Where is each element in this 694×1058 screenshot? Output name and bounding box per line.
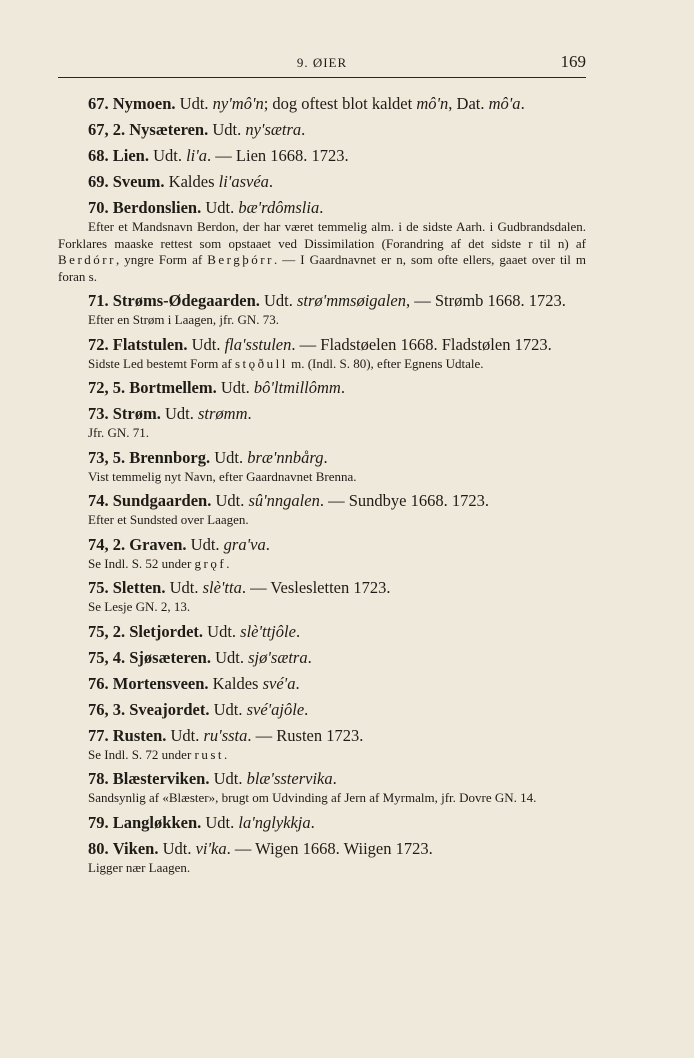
note-text: Efter et Mandsnavn Berdon, der har været temmelig alm. i de sidste Aarh. i Gudbrandsdalen. Forklares maaske rettest som opstaaet ved Dissimilation (Forandring af det sidste r til n) af <box>58 219 586 251</box>
farm-name: Langløkken. <box>112 812 202 832</box>
entry-67-2 <box>58 119 586 140</box>
entry-rest: . — Fladstøelen 1668. Fladstølen 1723. <box>291 334 552 354</box>
entry-main <box>58 812 586 833</box>
entry-prefix: Udt. <box>205 198 235 217</box>
entry-rest: . <box>332 769 337 788</box>
entry-rest: . — Veslesletten 1723. <box>241 578 391 597</box>
entry-prefix: Udt. <box>213 699 243 719</box>
entry-67 <box>58 93 586 114</box>
note-text: . <box>224 746 228 762</box>
entry-number: 67, 2. <box>88 120 126 139</box>
farm-name: Strøm. <box>112 404 161 423</box>
entry-main <box>58 838 586 859</box>
farm-name: Mortensveen. <box>112 673 209 693</box>
entry-main <box>58 768 586 789</box>
entry-note: Jfr. GN. 71. <box>88 425 150 440</box>
entry-main <box>58 725 586 746</box>
farm-name: Sveum. <box>112 172 165 191</box>
entry-main <box>58 621 586 642</box>
entry-note: Vist temmelig nyt Navn, efter Gaardnavnet Brenna. <box>88 468 357 484</box>
entry-number: 74, 2. <box>88 534 126 554</box>
pronunciation: ny'sætra <box>245 120 302 139</box>
pronunciation: sjø'sætra <box>248 647 308 667</box>
entry-main <box>58 145 586 166</box>
entry-number: 75, 4. <box>88 647 126 667</box>
pronunciation: li'a <box>186 146 208 165</box>
farm-name: Nymoen. <box>112 94 176 113</box>
entry-main <box>58 403 586 424</box>
entry-main <box>58 334 586 355</box>
entry-74 <box>58 490 586 529</box>
entry-main <box>58 490 586 511</box>
entry-75-2 <box>58 621 586 642</box>
farm-name: Strøms-Ødegaarden. <box>112 291 260 310</box>
entry-number: 79. <box>88 812 109 832</box>
entry-75 <box>58 577 586 616</box>
entry-prefix: Udt. <box>179 94 209 113</box>
entry-number: 69. <box>88 172 109 191</box>
pronunciation: bræ'nnbårg <box>247 447 324 467</box>
farm-name: Rusten. <box>112 725 167 745</box>
entry-rest: . — Lien 1668. 1723. <box>207 146 349 165</box>
farm-name: Bortmellem. <box>129 378 217 397</box>
entry-prefix: Kaldes <box>168 172 215 191</box>
note-text: Se Indl. S. 52 under <box>88 555 192 571</box>
entry-main <box>58 119 586 140</box>
pronunciation: li'asvéa <box>218 172 269 191</box>
note-text: . — I Gaardnavnet er n, som ofte ellers, gaaet over til m foran s. <box>58 252 587 284</box>
entry-number: 78. <box>88 769 109 788</box>
entry-68 <box>58 145 586 166</box>
entry-rest-3: . <box>520 94 525 113</box>
pronunciation: strømm <box>198 404 248 423</box>
entry-note <box>58 356 586 373</box>
entry-rest-2: , Dat. <box>448 94 485 113</box>
entry-main <box>58 171 586 192</box>
pronunciation: své'a <box>262 673 296 693</box>
spaced-word: rust <box>194 746 225 762</box>
entry-76-3 <box>58 699 586 720</box>
entry-number: 73. <box>88 404 109 423</box>
pronunciation: gra'va <box>223 534 266 554</box>
entry-74-2 <box>58 534 586 573</box>
entry-prefix: Udt. <box>191 334 221 354</box>
pronunciation: ru'ssta <box>203 725 248 745</box>
entry-rest: . <box>268 172 274 191</box>
pronunciation-3: mô'a <box>488 94 521 113</box>
entry-70 <box>58 197 586 285</box>
entry-main <box>58 290 586 311</box>
entry-number: 70. <box>88 198 109 217</box>
entry-number: 72, 5. <box>88 378 126 397</box>
entries-list <box>58 93 586 881</box>
entry-main <box>58 93 586 114</box>
entry-rest: . <box>247 404 252 423</box>
entry-number: 67. <box>88 94 109 113</box>
pronunciation: blæ'sstervika <box>246 769 333 788</box>
entry-number: 76. <box>88 673 109 693</box>
running-title: 9. ØIER <box>296 55 348 70</box>
entry-77 <box>58 725 586 764</box>
note-text: . <box>226 555 230 571</box>
pronunciation: vi'ka <box>195 838 227 858</box>
entry-main <box>58 377 586 398</box>
entry-rest: . <box>307 647 312 667</box>
entry-main <box>58 699 586 720</box>
farm-name: Flatstulen. <box>112 334 188 354</box>
entry-note: Efter en Strøm i Laagen, jfr. GN. 73. <box>88 312 279 327</box>
entry-prefix: Udt. <box>215 647 244 667</box>
farm-name: Sletten. <box>112 578 166 597</box>
pronunciation-2: mô'n <box>416 94 449 113</box>
entry-number: 75, 2. <box>88 621 126 641</box>
entry-prefix: Udt. <box>214 447 244 467</box>
entry-note <box>58 556 586 573</box>
entry-72-5 <box>58 377 586 398</box>
pronunciation: své'ajôle <box>246 699 305 719</box>
farm-name: Sundgaarden. <box>112 491 212 510</box>
entry-prefix: Udt. <box>207 621 237 641</box>
farm-name: Lien. <box>112 146 149 165</box>
entry-main <box>58 197 586 218</box>
farm-name: Sveajordet. <box>129 699 210 719</box>
pronunciation: slè'ttjôle <box>240 621 296 641</box>
pronunciation: bô'ltmillômm <box>253 378 341 397</box>
entry-number: 72. <box>88 334 109 354</box>
entry-number: 76, 3. <box>88 699 126 719</box>
entry-main <box>58 577 586 598</box>
entry-note: Se Lesje GN. 2, 13. <box>88 599 191 614</box>
entry-rest: . <box>340 378 345 397</box>
entry-number: 71. <box>88 291 109 310</box>
pronunciation: ny'mô'n <box>212 94 264 113</box>
farm-name: Blæsterviken. <box>112 769 210 788</box>
pronunciation: slè'tta <box>202 578 242 597</box>
entry-note <box>58 747 586 764</box>
entry-71 <box>58 290 586 329</box>
entry-prefix: Udt. <box>215 491 245 510</box>
entry-rest: . <box>304 699 309 719</box>
entry-69 <box>58 171 586 192</box>
entry-main <box>58 673 586 694</box>
entry-prefix: Udt. <box>213 769 243 788</box>
note-text: Se Indl. S. 72 under <box>88 746 192 762</box>
entry-78 <box>58 768 586 807</box>
entry-rest: . — Wigen 1668. Wiigen 1723. <box>226 838 433 858</box>
farm-name: Sjøsæteren. <box>129 647 211 667</box>
entry-rest: . <box>323 447 328 467</box>
entry-rest: , — Strømb 1668. 1723. <box>405 291 566 310</box>
entry-number: 73, 5. <box>88 447 126 467</box>
entry-main <box>58 647 586 668</box>
entry-prefix: Udt. <box>212 120 242 139</box>
entry-main <box>58 447 586 468</box>
entry-72 <box>58 334 586 373</box>
entry-79 <box>58 812 586 833</box>
pronunciation: sû'nngalen <box>248 491 320 510</box>
entry-prefix: Udt. <box>169 578 199 597</box>
pronunciation: bæ'rdômslia <box>238 198 320 217</box>
entry-rest: . <box>295 673 300 693</box>
pronunciation: strø'mmsøigalen <box>297 291 406 310</box>
farm-name: Berdonslien. <box>112 198 202 217</box>
entry-76 <box>58 673 586 694</box>
entry-main <box>58 534 586 555</box>
farm-name: Nysæteren. <box>129 120 209 139</box>
entry-number: 75. <box>88 578 109 597</box>
entry-prefix: Udt. <box>264 291 293 310</box>
entry-note <box>58 219 586 285</box>
pronunciation: fla'sstulen <box>224 334 292 354</box>
farm-name: Sletjordet. <box>129 621 204 641</box>
entry-73 <box>58 403 586 442</box>
entry-prefix: Udt. <box>220 378 250 397</box>
pronunciation: la'nglykkja <box>238 812 311 832</box>
entry-prefix: Udt. <box>205 812 235 832</box>
page-number: 169 <box>560 52 586 71</box>
entry-prefix: Udt. <box>153 146 182 165</box>
entry-note: Ligger nær Laagen. <box>88 859 191 875</box>
entry-note: Efter et Sundsted over Laagen. <box>88 512 249 527</box>
entry-number: 80. <box>88 838 109 858</box>
entry-note: Sandsynlig af «Blæster», brugt om Udvinding af Jern af Myrmalm, jfr. Dovre GN. 14. <box>88 790 537 805</box>
entry-prefix: Udt. <box>162 838 192 858</box>
entry-prefix: Udt. <box>190 534 220 554</box>
entry-rest: . <box>301 120 306 139</box>
entry-number: 74. <box>88 491 109 510</box>
spaced-word: stǫðull <box>234 355 288 371</box>
spaced-word: grǫf <box>194 555 227 571</box>
farm-name: Brennborg. <box>129 447 211 467</box>
entry-rest: . <box>319 198 324 217</box>
entry-75-4 <box>58 647 586 668</box>
entry-80 <box>58 838 586 877</box>
farm-name: Graven. <box>129 534 187 554</box>
entry-rest: . <box>310 812 315 832</box>
entry-prefix: Kaldes <box>212 673 259 693</box>
entry-prefix: Udt. <box>165 404 194 423</box>
note-text: , yngre Form af <box>115 252 203 267</box>
spaced-word: Bergþórr <box>207 252 274 267</box>
header-rule <box>58 77 586 78</box>
page-header <box>58 52 586 74</box>
entry-73-5 <box>58 447 586 486</box>
entry-prefix: Udt. <box>170 725 200 745</box>
entry-rest: ; dog oftest blot kaldet <box>263 94 413 113</box>
entry-number: 68. <box>88 146 109 165</box>
entry-rest: . <box>295 621 301 641</box>
entry-number: 77. <box>88 725 109 745</box>
entry-rest: . — Sundbye 1668. 1723. <box>319 491 489 510</box>
note-text: Sidste Led bestemt Form af <box>88 355 232 371</box>
entry-rest: . — Rusten 1723. <box>247 725 364 745</box>
farm-name: Viken. <box>112 838 159 858</box>
spaced-word: Berdórr <box>58 252 116 267</box>
note-text: m. (Indl. S. 80), efter Egnens Udtale. <box>291 355 484 371</box>
entry-rest: . <box>265 534 270 554</box>
